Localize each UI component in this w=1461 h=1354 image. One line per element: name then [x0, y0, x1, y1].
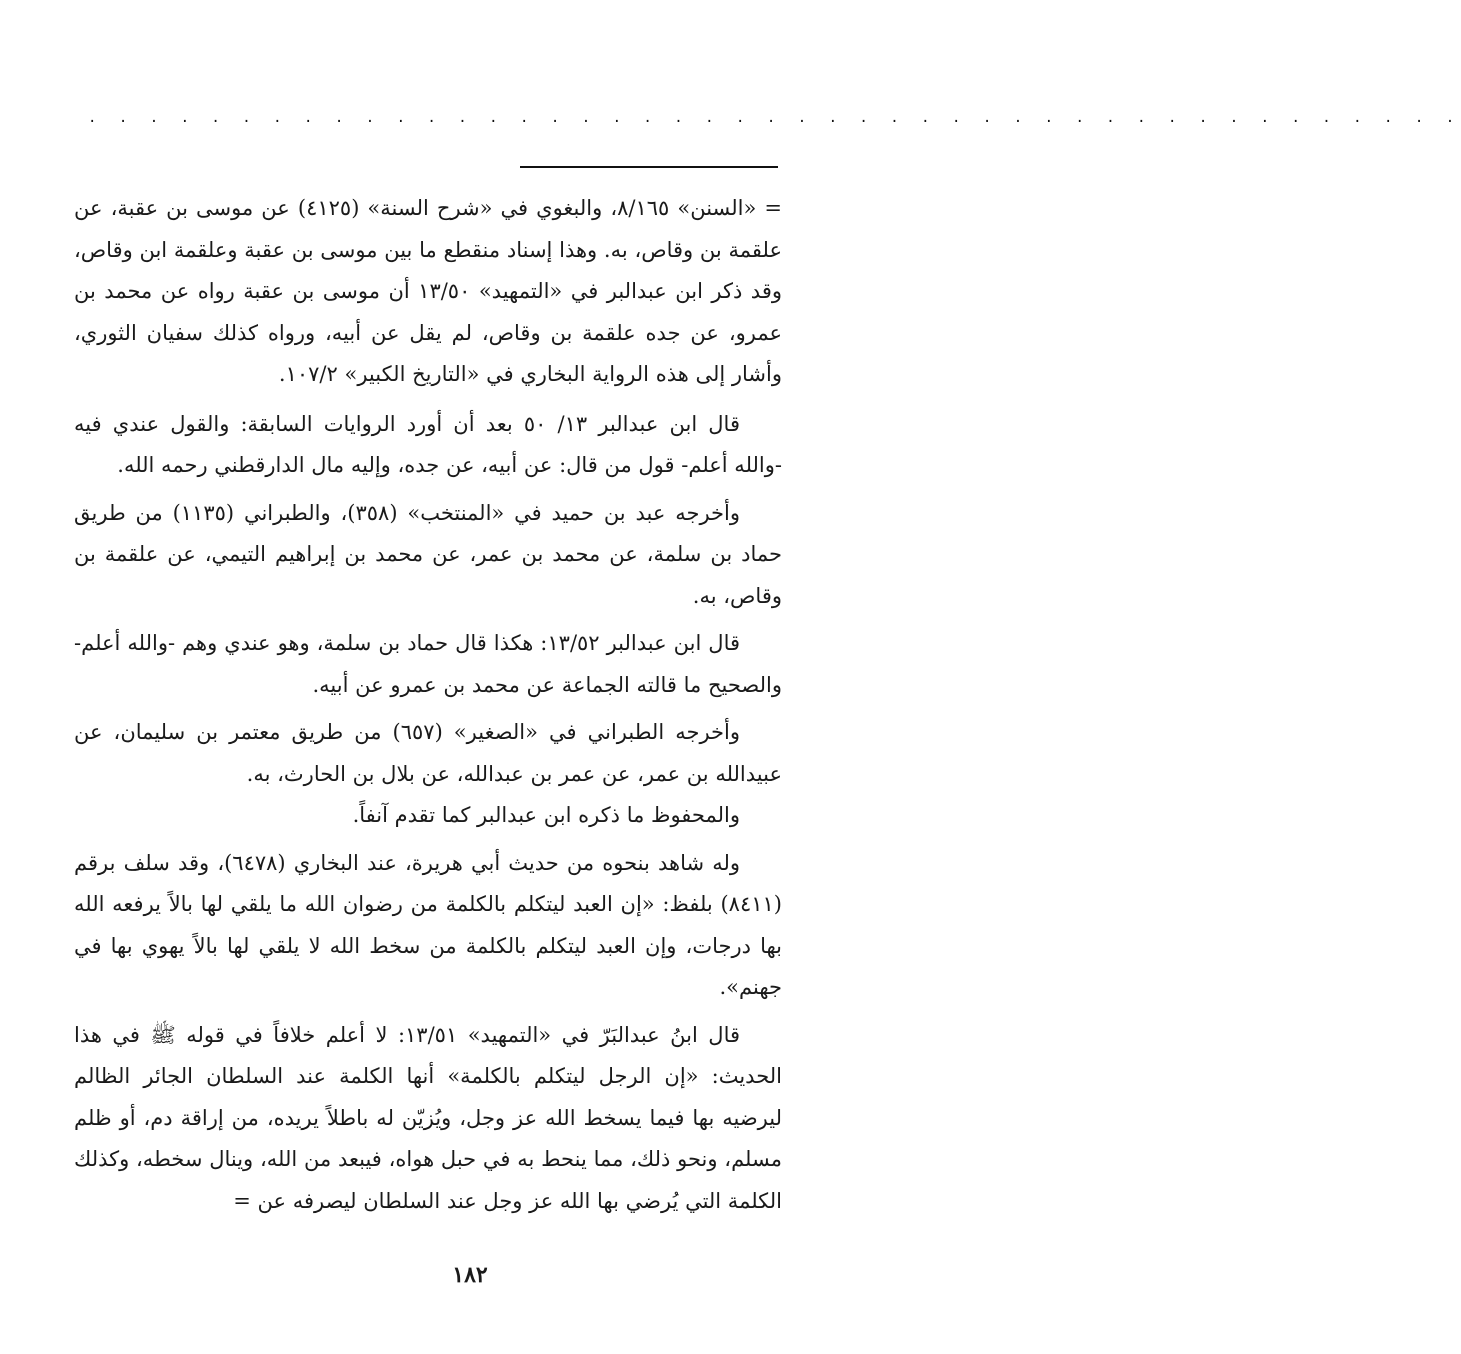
footnote-paragraph: وأخرجه عبد بن حميد في «المنتخب» (٣٥٨)، والطبراني (١١٣٥) من طريق حماد بن سلمة، عن محمد بن عمر، عن محمد بن إبراهيم التيمي، عن علقمة بن وقاص، به.	[74, 500, 782, 608]
footnote-paragraph: وأخرجه الطبراني في «الصغير» (٦٥٧) من طريق معتمر بن سليمان، عن عبيدالله بن عمر، عن عمر بن عبدالله، عن بلال بن الحارث، به.	[74, 720, 782, 786]
footnote-body	[74, 188, 782, 1222]
footnote-paragraph: = «السنن» ٨/١٦٥، والبغوي في «شرح السنة» (٤١٢٥) عن موسى بن عقبة، عن علقمة بن وقاص، به. وهذا إسناد منقطع ما بين موسى بن عقبة وعلقمة ابن وقاص، وقد ذكر ابن عبدالبر في «التمهيد» ١٣/٥٠ أن موسى بن عقبة رواه عن محمد بن عمرو، عن جده علقمة بن وقاص، لم يقل عن أبيه، ورواه كذلك سفيان الثوري، وأشار إلى هذه الرواية البخاري في «التاريخ الكبير» ١٠٧/٢.	[74, 196, 783, 386]
footnote-paragraph: قال ابن عبدالبر ١٣/ ٥٠ بعد أن أورد الروايات السابقة: والقول عندي فيه -والله أعلم- قول من قال: عن أبيه، عن جده، وإليه مال الدارقطني رحمه الله.	[74, 411, 782, 477]
page-number: ١٨٢	[452, 1262, 488, 1288]
footnote-separator-dots: . . . . . . . . . . . . . . . . . . . . . . . . . . . . . . . . . . . . . . . . . . . . .	[88, 110, 1461, 126]
footnote-paragraph: والمحفوظ ما ذكره ابن عبدالبر كما تقدم آنفاً.	[352, 803, 740, 827]
footnote-paragraph: قال ابن عبدالبر ١٣/٥٢: هكذا قال حماد بن سلمة، وهو عندي وهم -والله أعلم- والصحيح ما قالته الجماعة عن محمد بن عمرو عن أبيه.	[74, 631, 782, 697]
footnote-paragraph: قال ابنُ عبدالبَرّ في «التمهيد» ١٣/٥١: لا أعلم خلافاً في قوله ﷺ في هذا الحديث: «إن الرجل ليتكلم بالكلمة» أنها الكلمة عند السلطان الجائر الظالم ليرضيه بها فيما يسخط الله عز وجل، ويُزيّن له باطلاً يريده، من إراقة دم، أو ظلم مسلم، ونحو ذلك، مما ينحط به في حبل هواه، فيبعد من الله، وينال سخطه، وكذلك الكلمة التي يُرضي بها الله عز وجل عند السلطان ليصرفه عن =	[74, 1022, 782, 1213]
footnote-rule	[520, 166, 778, 168]
footnote-paragraph: وله شاهد بنحوه من حديث أبي هريرة، عند البخاري (٦٤٧٨)، وقد سلف برقم (٨٤١١) بلفظ: «إن العبد ليتكلم بالكلمة من رضوان الله ما يلقي لها بالاً يرفعه الله بها درجات، وإن العبد ليتكلم بالكلمة من سخط الله لا يلقي لها بالاً يهوي بها في جهنم».	[74, 850, 782, 999]
